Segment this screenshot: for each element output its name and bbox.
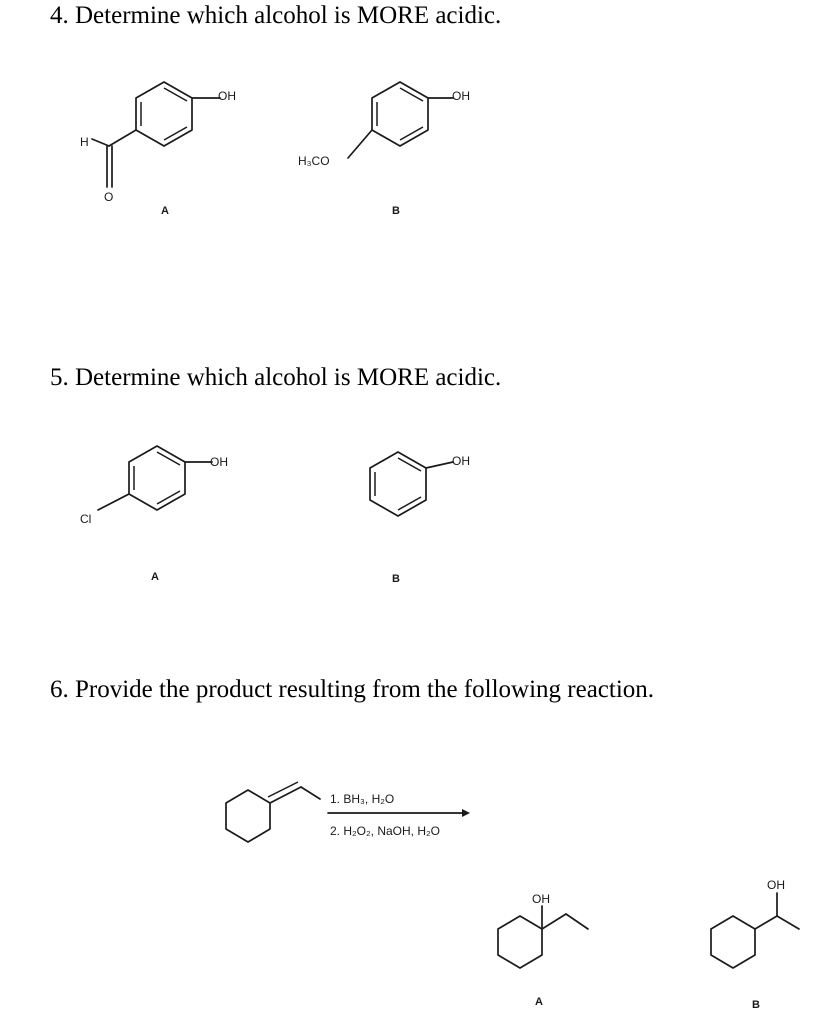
oh-label: OH — [767, 878, 785, 892]
compound-label-a: A — [161, 205, 169, 217]
question-6-text: 6. Provide the product resulting from the following reaction. — [50, 676, 655, 703]
question-5-text: 5. Determine which alcohol is MORE acidic. — [50, 364, 502, 391]
benzene-ring — [372, 82, 428, 146]
question-4-text: 4. Determine which alcohol is MORE acidic. — [50, 2, 502, 29]
cyclohexane-ring — [226, 790, 270, 842]
benzene-ring — [370, 452, 426, 516]
oh-label: OH — [452, 89, 470, 103]
reagent-step-2: 2. H₂O₂, NaOH, H₂O — [330, 824, 440, 838]
q6-reaction-arrow — [328, 792, 470, 838]
cyclohexane-ring — [498, 916, 542, 968]
benzene-ring — [136, 82, 192, 146]
q4-compound-b — [298, 82, 470, 217]
arrow-head-icon — [462, 809, 470, 817]
compound-label-b: B — [392, 573, 400, 585]
q6-choice-b — [711, 878, 799, 1011]
cyclohexane-ring — [711, 916, 755, 968]
oh-label: OH — [218, 89, 236, 103]
q6-starting-alkene — [226, 782, 320, 842]
q4-compound-a — [80, 82, 236, 217]
oh-label: OH — [532, 892, 550, 906]
choice-label-b: B — [752, 999, 760, 1011]
oh-label: OH — [210, 455, 228, 469]
compound-label-a: A — [151, 571, 159, 583]
benzene-ring — [129, 446, 185, 510]
compound-label-b: B — [392, 205, 400, 217]
q5-compound-a — [80, 446, 228, 583]
reagent-step-1: 1. BH₃, H₂O — [330, 792, 395, 806]
o-label: O — [104, 190, 114, 204]
choice-label-a: A — [535, 996, 543, 1008]
methoxy-label: H₃CO — [298, 154, 330, 168]
oh-label: OH — [452, 454, 470, 468]
q5-compound-b — [370, 452, 470, 585]
h-label: H — [80, 135, 89, 149]
cl-label: Cl — [80, 512, 92, 526]
q6-choice-a — [498, 892, 588, 1008]
